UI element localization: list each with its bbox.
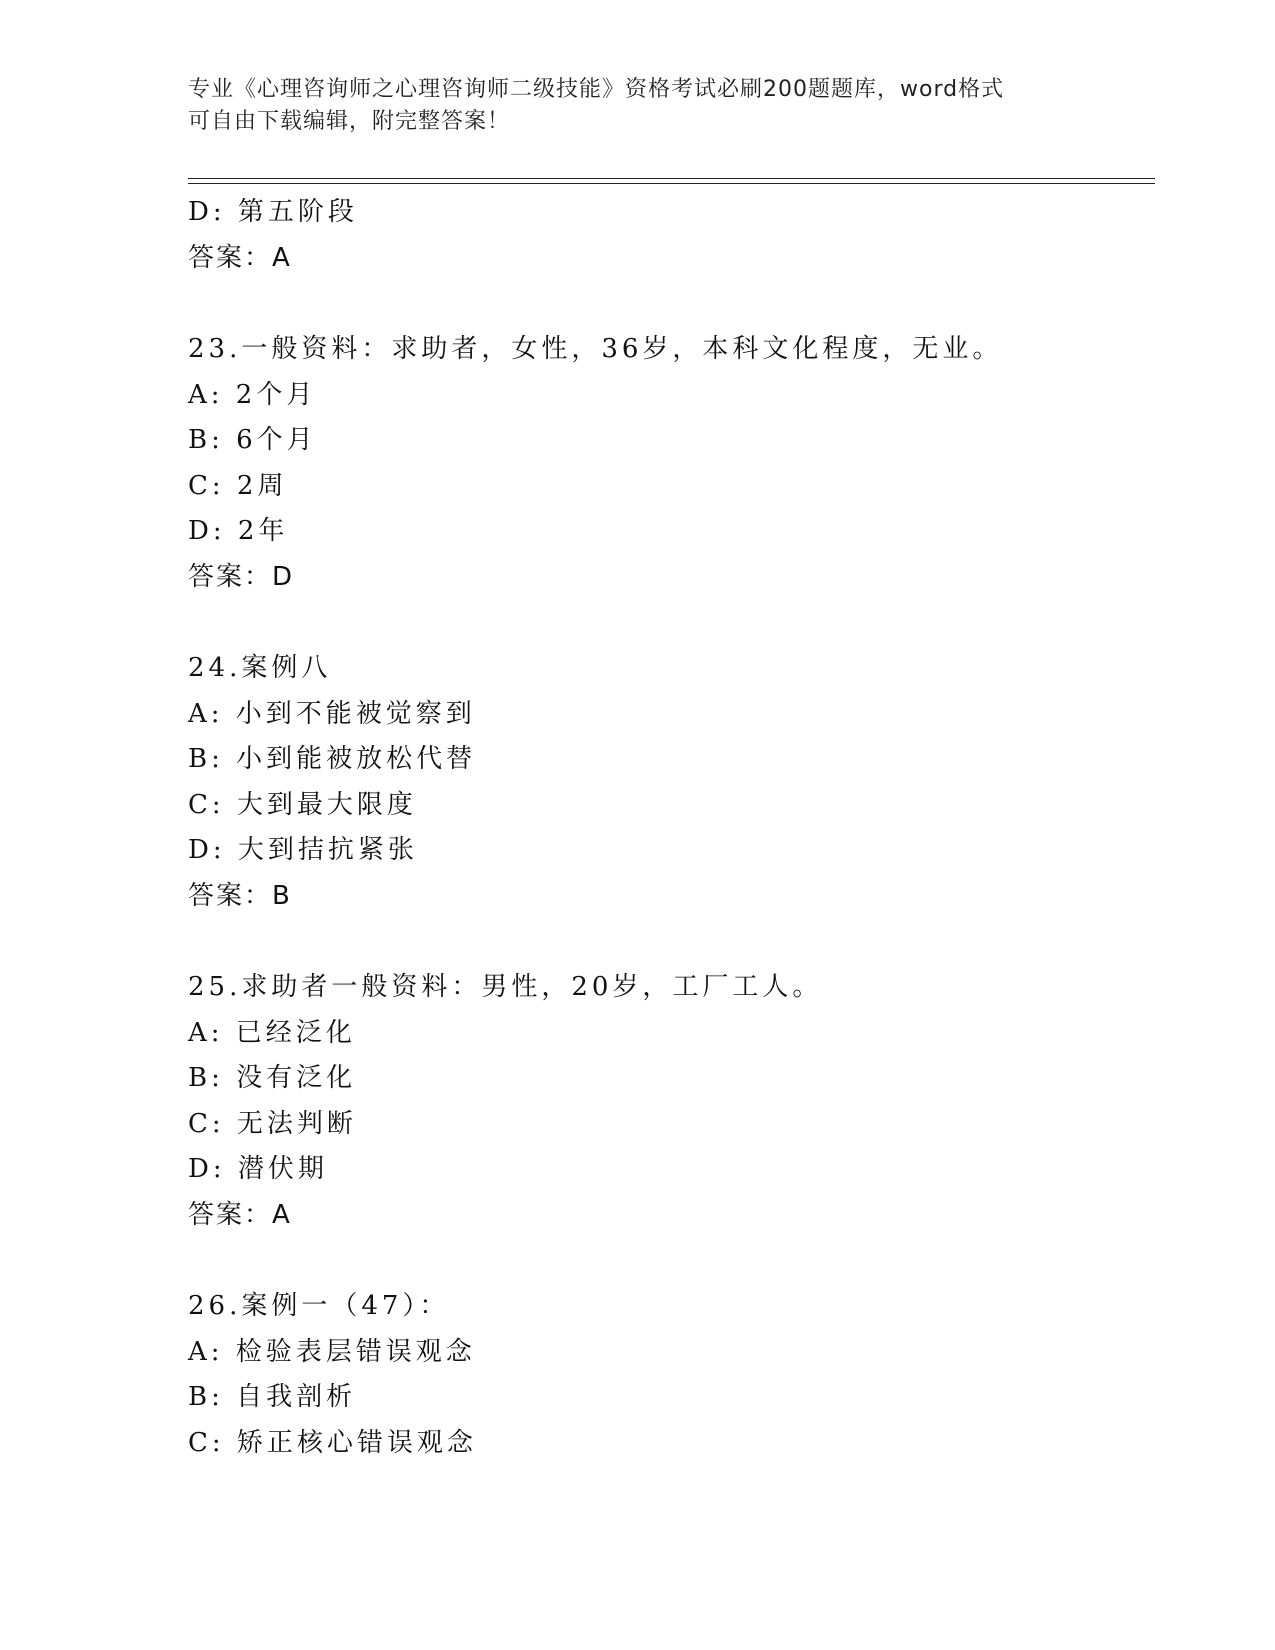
option-a: A: 已经泛化 (188, 1017, 356, 1048)
answer-line: 答案：A (188, 1199, 292, 1230)
question-list (188, 190, 1148, 1466)
option-b: B: 6个月 (188, 425, 317, 455)
question-block-23 (188, 327, 1148, 600)
answer-line: 答案：A (188, 242, 292, 273)
option-b: B: 自我剖析 (188, 1382, 357, 1412)
spacer (188, 1238, 1148, 1284)
option-a: A: 小到不能被觉察到 (188, 698, 476, 729)
option-b: B: 没有泛化 (188, 1063, 357, 1093)
question-block-25 (188, 965, 1148, 1238)
question-block-26 (188, 1284, 1148, 1466)
spacer (188, 281, 1148, 327)
question-title: 26.案例一（47）： (188, 1291, 450, 1321)
option-a: A: 检验表层错误观念 (188, 1336, 476, 1367)
header-line-2: 可自由下载编辑，附完整答案！ (188, 109, 511, 134)
option-c: C: 2周 (188, 470, 288, 501)
question-title: 24.案例八 (188, 653, 332, 683)
question-block-prev (188, 190, 1148, 281)
document-header (188, 74, 1088, 138)
question-title: 23.一般资料：求助者，女性，36岁，本科文化程度，无业。 (188, 334, 1003, 364)
header-line-1: 专业《心理咨询师之心理咨询师二级技能》资格考试必刷200题题库，word格式 (188, 77, 1005, 102)
option-c: C: 矫正核心错误观念 (188, 1427, 477, 1458)
header-divider-top (188, 178, 1155, 179)
header-divider-bottom (188, 183, 1155, 184)
option-d: D: 2年 (188, 516, 289, 546)
option-a: A: 2个月 (188, 379, 317, 410)
spacer (188, 919, 1148, 965)
answer-line: 答案：B (188, 880, 292, 911)
option-d: D: 潜伏期 (188, 1154, 328, 1184)
question-block-24 (188, 646, 1148, 919)
option-c: C: 大到最大限度 (188, 789, 417, 820)
option-c: C: 无法判断 (188, 1108, 357, 1139)
option-b: B: 小到能被放松代替 (188, 744, 477, 774)
answer-line: 答案：D (188, 561, 295, 592)
spacer (188, 600, 1148, 646)
question-title: 25.求助者一般资料：男性，20岁，工厂工人。 (188, 972, 823, 1002)
option-d: D: 大到拮抗紧张 (188, 835, 418, 865)
option-d: D: 第五阶段 (188, 197, 358, 227)
